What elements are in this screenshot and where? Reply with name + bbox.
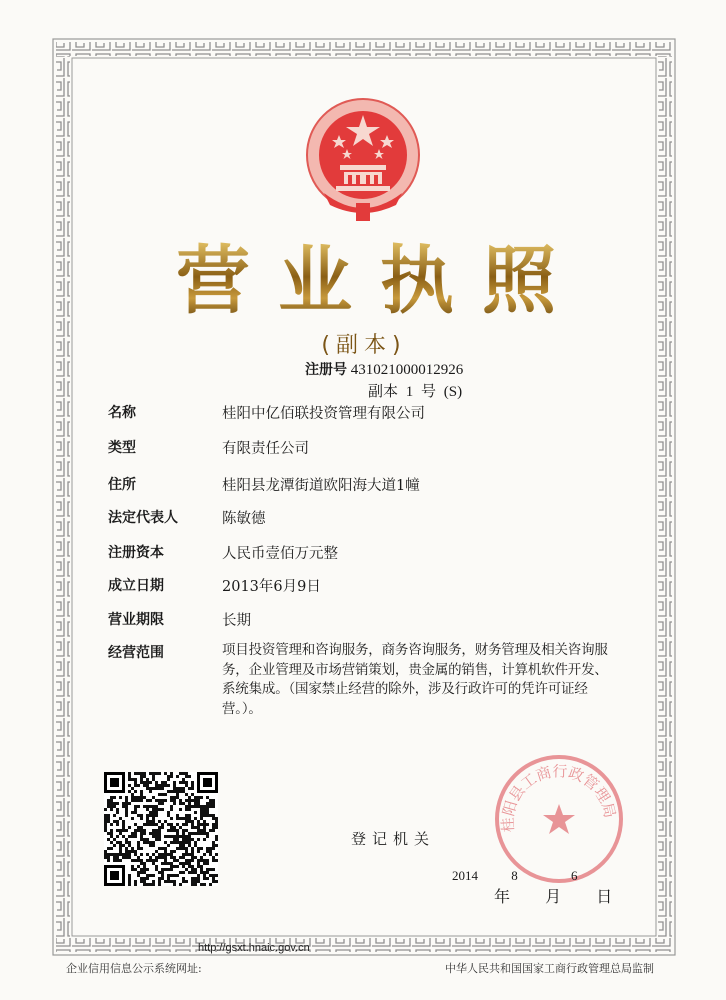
field-value: 桂阳中亿佰联投资管理有限公司 <box>222 406 425 422</box>
field-value: 人民币壹佰万元整 <box>222 546 338 562</box>
seal-text: 桂阳县工商行政管理局 <box>498 762 620 833</box>
footer-left-text: 企业信用信息公示系统网址: <box>66 962 202 975</box>
issue-month: 8 <box>511 868 518 883</box>
footer-right-text: 中华人民共和国国家工商行政管理总局监制 <box>445 962 654 975</box>
registration-number-line <box>305 359 463 379</box>
issue-date-characters <box>494 884 612 907</box>
qr-code <box>104 772 218 886</box>
official-seal <box>492 752 626 886</box>
field-value: 陈敏德 <box>222 511 266 527</box>
field-label: 经营范围 <box>108 645 164 661</box>
title-char: 照 <box>482 238 556 324</box>
title-char: 营 <box>176 238 250 324</box>
field-value: 桂阳县龙潭街道欧阳海大道1幢 <box>222 478 420 494</box>
national-emblem <box>304 93 422 223</box>
month-char: 月 <box>545 887 562 906</box>
registration-authority-label: 登记机关 <box>351 830 436 848</box>
title-char: 业 <box>278 238 352 324</box>
field-value: 有限责任公司 <box>222 441 309 457</box>
copy-number: 副本 1 号 (S) <box>368 384 463 400</box>
issue-day: 6 <box>571 868 578 883</box>
website-url: http://gsxt.hnaic.gov.cn <box>198 942 310 954</box>
document-title <box>176 238 556 324</box>
business-scope-text: 项目投资管理和咨询服务，商务咨询服务，财务管理及相关咨询服务，企业管理及市场营销策划，贵金属的销售，计算机软件开发、系统集成。（国家禁止经营的除外，涉及行政许可的凭许可证经营。）。 <box>222 642 608 717</box>
registration-number: 431021000012926 <box>350 362 464 378</box>
year-char: 年 <box>494 887 511 906</box>
field-value: 长期 <box>222 613 251 629</box>
field-label: 营业期限 <box>108 612 164 628</box>
field-label: 注册资本 <box>108 545 164 561</box>
field-label: 名称 <box>108 405 136 421</box>
document-subtitle: (副本) <box>321 333 407 358</box>
day-char: 日 <box>596 887 613 906</box>
title-char: 执 <box>380 238 454 324</box>
issue-date-numbers <box>452 868 578 884</box>
field-label: 类型 <box>108 440 136 456</box>
field-label: 成立日期 <box>108 578 164 594</box>
issue-year: 2014 <box>452 868 478 883</box>
field-label: 法定代表人 <box>108 510 178 526</box>
registration-label: 注册号 <box>305 362 347 378</box>
field-value: 2013年6月9日 <box>222 579 321 595</box>
field-label: 住所 <box>108 477 136 493</box>
